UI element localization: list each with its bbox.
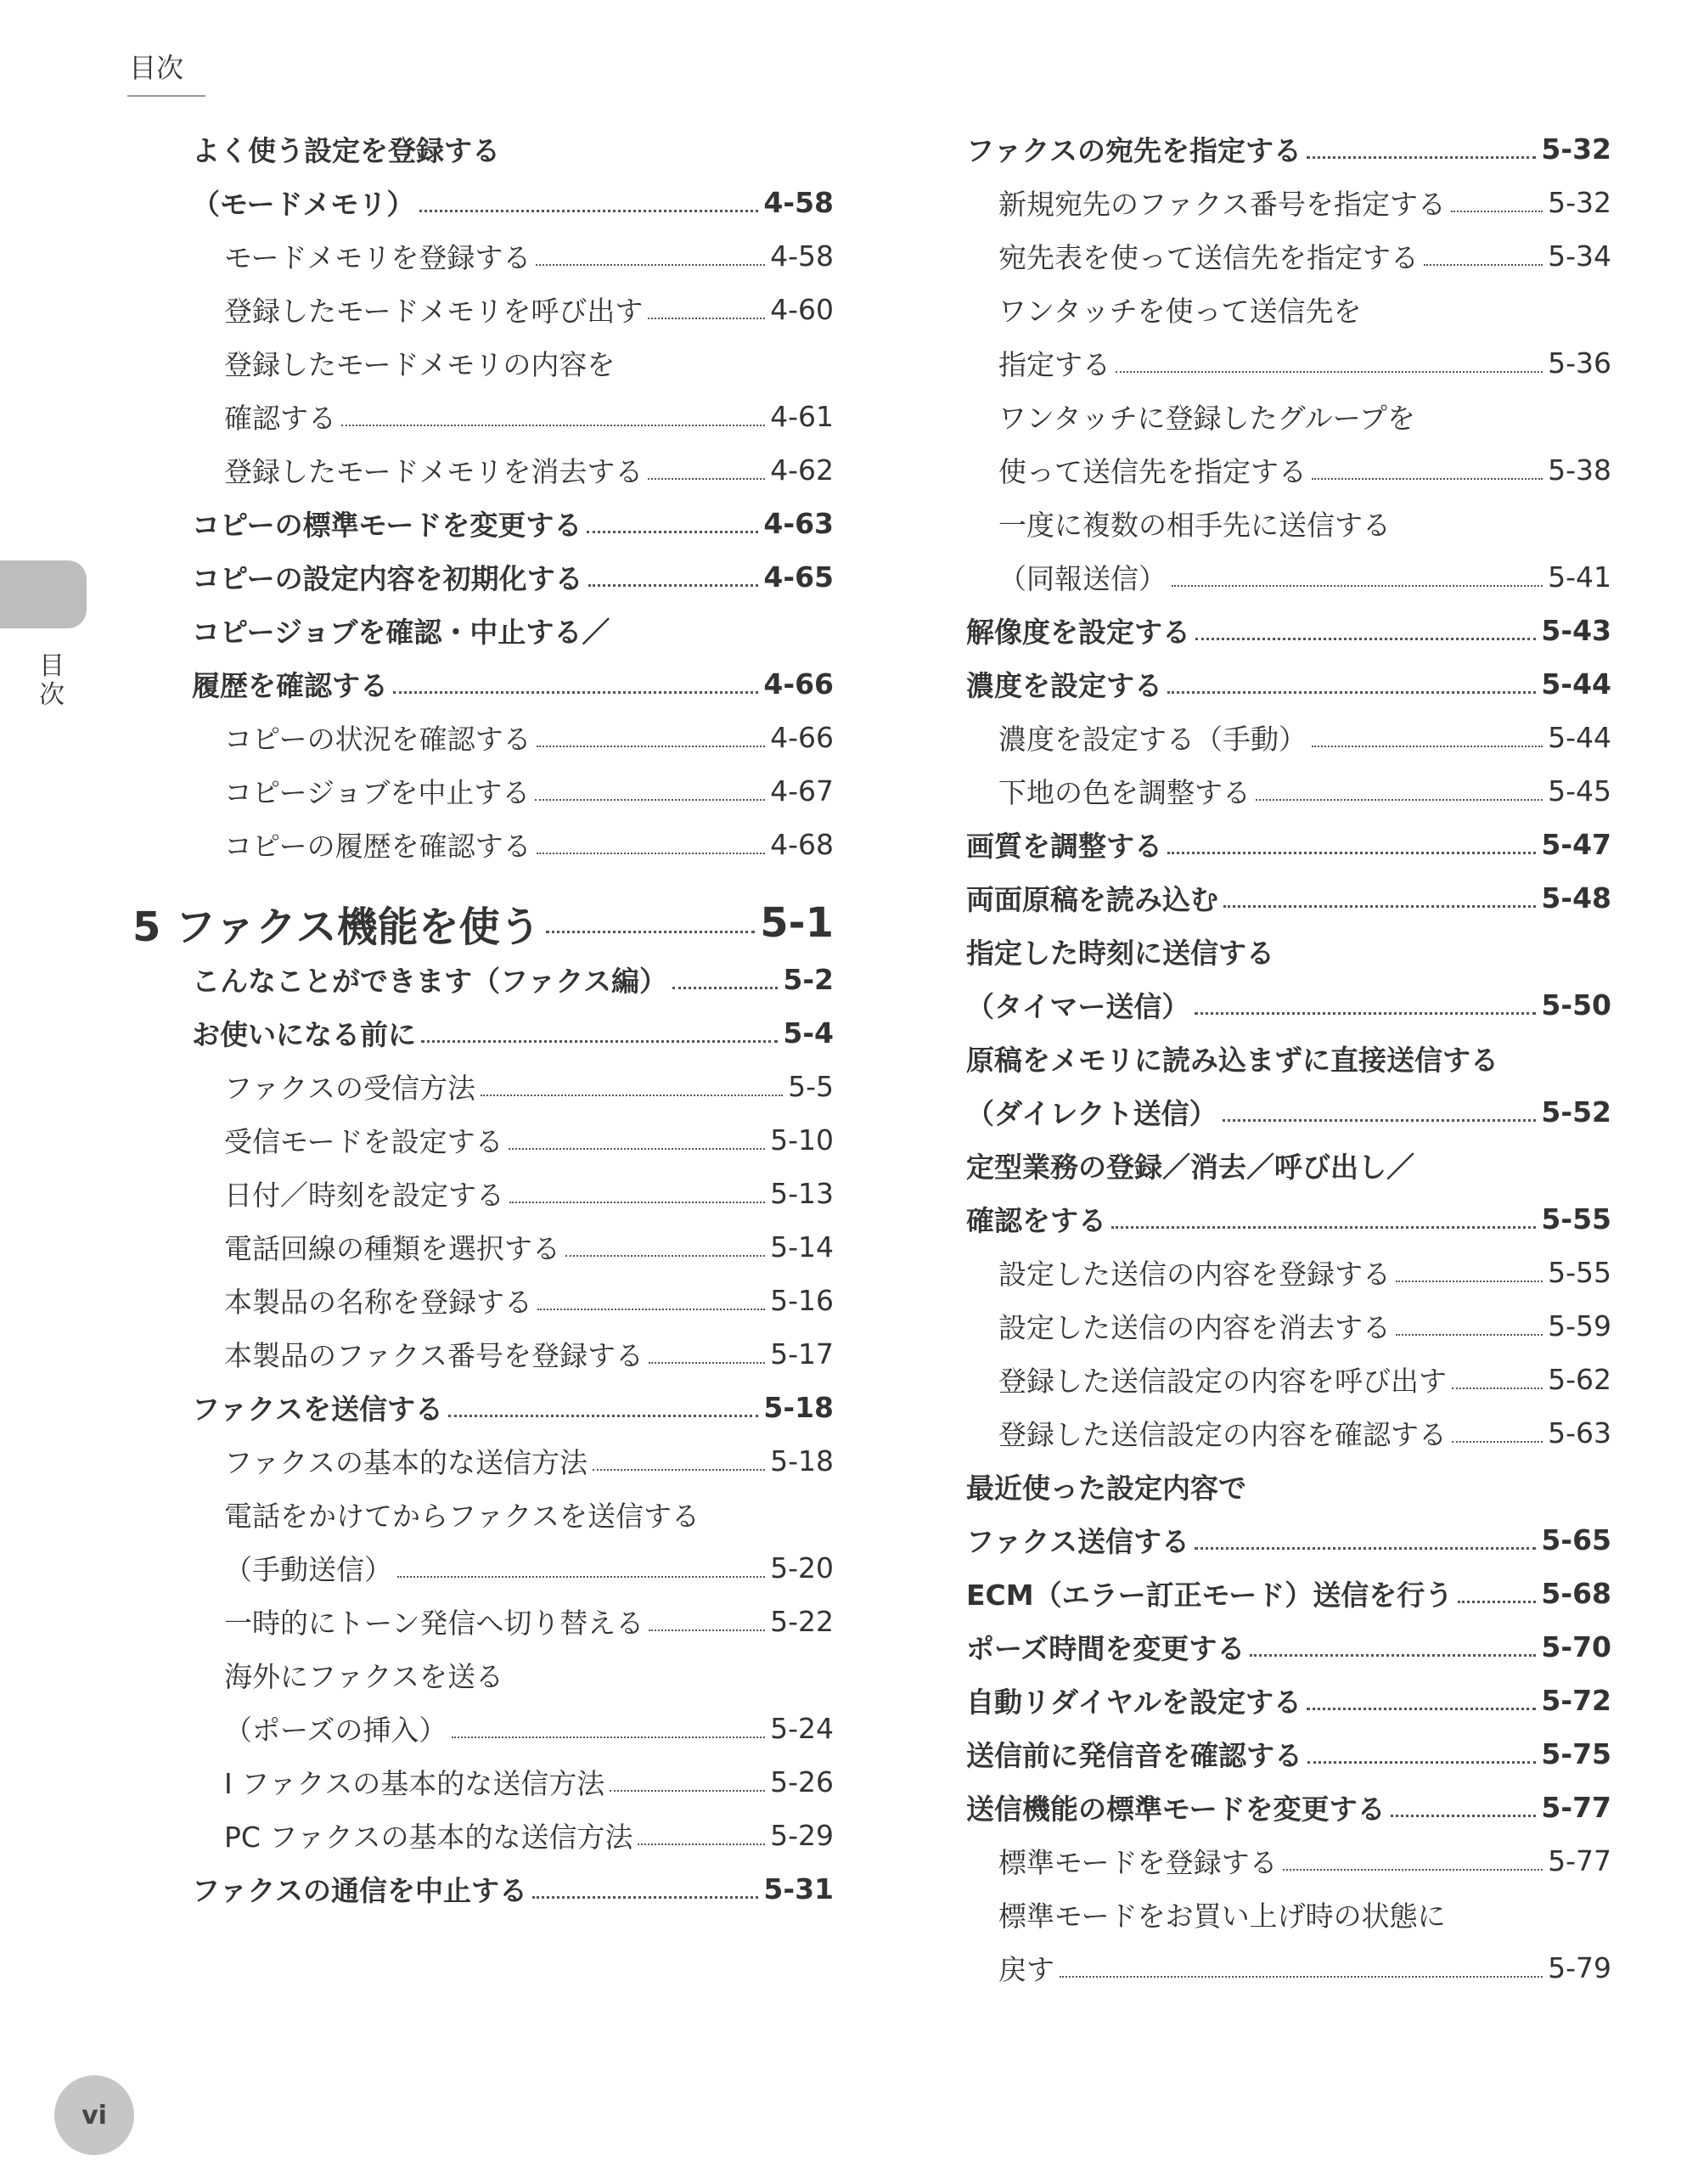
toc-entry-title: 新規宛先のファクス番号を指定する	[998, 188, 1447, 221]
toc-entry-page: 5-77	[1541, 1791, 1611, 1824]
toc-entry-page: 5-65	[1541, 1523, 1611, 1556]
dot-leader	[1391, 1815, 1537, 1817]
toc-entry	[966, 390, 1611, 443]
toc-entry-page: 5-34	[1548, 239, 1611, 273]
toc-entry[interactable]	[192, 390, 834, 443]
dot-leader	[535, 799, 765, 801]
dot-leader	[638, 1843, 765, 1845]
toc-entry-title: 戻す	[998, 1953, 1054, 1986]
toc-entry[interactable]	[966, 443, 1611, 497]
toc-entry-title: 最近使った設定内容で	[966, 1472, 1246, 1505]
header-title: 目次	[129, 52, 184, 84]
toc-entry-title: 海外にファクスを送る	[224, 1660, 504, 1693]
toc-entry-title: （モードメモリ）	[192, 188, 415, 221]
toc-entry-page: 5-44	[1548, 721, 1611, 754]
toc-entry-page: 5-47	[1541, 828, 1611, 861]
toc-entry-page: 5-48	[1541, 881, 1611, 915]
toc-entry-page: 5-13	[770, 1177, 834, 1210]
toc-entry-title: よく使う設定を登録する	[192, 134, 500, 167]
toc-entry-title: 原稿をメモリに読み込まずに直接送信する	[966, 1044, 1498, 1077]
dot-leader	[1452, 1441, 1543, 1443]
dot-leader	[1250, 1654, 1536, 1657]
toc-entry	[966, 1032, 1611, 1085]
toc-entry[interactable]	[192, 1274, 834, 1327]
toc-entry-title: 一度に複数の相手先に送信する	[998, 509, 1391, 542]
toc-entry	[966, 925, 1611, 978]
toc-chapter-entry[interactable]	[132, 871, 834, 953]
dot-leader	[610, 1790, 765, 1792]
toc-entry-title: 本製品のファクス番号を登録する	[224, 1339, 644, 1372]
toc-entry-page: 5-2	[783, 963, 834, 996]
toc-entry[interactable]	[966, 871, 1611, 925]
toc-entry[interactable]	[192, 1381, 834, 1434]
dot-leader	[1307, 1761, 1536, 1764]
toc-entry-title: 両面原稿を読み込む	[966, 883, 1218, 916]
dot-leader	[1283, 1869, 1543, 1871]
toc-entry-page: 5-68	[1541, 1577, 1611, 1610]
dot-leader	[649, 1630, 765, 1631]
toc-entry-title: 登録したモードメモリを呼び出す	[224, 295, 644, 328]
toc-entry[interactable]	[192, 764, 834, 818]
toc-entry-page: 5-43	[1541, 614, 1611, 647]
toc-entry-title: ファクスの受信方法	[224, 1072, 476, 1105]
toc-entry[interactable]	[192, 1809, 834, 1862]
toc-entry	[966, 1139, 1611, 1192]
toc-entry-title: 確認をする	[966, 1204, 1106, 1237]
dot-leader	[1312, 478, 1543, 480]
toc-entry[interactable]	[192, 1755, 834, 1809]
toc-entry-title: 5 ファクス機能を使う	[132, 903, 541, 951]
toc-entry-title: 登録した送信設定の内容を呼び出す	[998, 1365, 1447, 1398]
toc-entry-page: 5-18	[763, 1391, 834, 1424]
toc-entry-title: 画質を調整する	[966, 830, 1162, 863]
toc-entry-title: コピーの設定内容を初期化する	[192, 562, 583, 595]
toc-entry-title: 受信モードを設定する	[224, 1125, 503, 1158]
toc-entry-title: ワンタッチに登録したグループを	[998, 402, 1416, 435]
toc-entry[interactable]	[966, 336, 1611, 390]
toc-left-column	[132, 122, 834, 1916]
toc-entry-title: 登録した送信設定の内容を確認する	[998, 1418, 1447, 1451]
toc-entry[interactable]	[192, 497, 834, 550]
side-tab[interactable]	[0, 560, 87, 628]
toc-entry-page: 5-29	[770, 1819, 834, 1852]
dot-leader	[1452, 1388, 1543, 1389]
toc-entry-page: 4-61	[770, 400, 834, 433]
toc-entry[interactable]	[192, 657, 834, 711]
dot-leader	[537, 1309, 765, 1310]
toc-entry-page: 5-52	[1541, 1095, 1611, 1129]
toc-entry-page: 5-1	[760, 899, 834, 947]
toc-entry	[966, 1460, 1611, 1513]
toc-entry-title: コピージョブを確認・中止する／	[192, 616, 610, 649]
toc-entry-page: 5-26	[770, 1765, 834, 1798]
page-number: vi	[82, 2100, 107, 2131]
toc-right-column	[966, 122, 1611, 1995]
dot-leader	[1116, 371, 1543, 373]
toc-entry[interactable]	[966, 657, 1611, 711]
toc-entry[interactable]	[192, 283, 834, 336]
toc-entry-page: 5-20	[770, 1551, 834, 1585]
toc-entry[interactable]	[192, 1060, 834, 1113]
toc-entry[interactable]	[192, 1327, 834, 1381]
toc-entry-title: コピージョブを中止する	[224, 776, 531, 809]
toc-entry-title: （ポーズの挿入）	[224, 1714, 447, 1747]
toc-entry-title: （手動送信）	[224, 1553, 392, 1586]
toc-entry-title: 下地の色を調整する	[998, 776, 1251, 809]
dot-leader	[481, 1095, 783, 1096]
dot-leader	[1396, 1334, 1543, 1336]
toc-entry[interactable]	[192, 1113, 834, 1167]
dot-leader	[1195, 638, 1536, 640]
dot-leader	[588, 584, 759, 587]
toc-entry-page: 5-17	[770, 1337, 834, 1371]
toc-entry[interactable]	[966, 978, 1611, 1032]
toc-entry-page: 5-22	[770, 1605, 834, 1638]
toc-entry-page: 5-38	[1548, 453, 1611, 487]
toc-entry-page: 5-32	[1548, 186, 1611, 219]
toc-entry-title: 標準モードを登録する	[998, 1846, 1278, 1879]
side-tab-label: 目次	[39, 651, 65, 710]
toc-entry-title: 設定した送信の内容を消去する	[998, 1311, 1391, 1344]
toc-entry-title: 指定した時刻に送信する	[966, 937, 1274, 970]
toc-entry[interactable]	[966, 1727, 1611, 1781]
toc-entry-title: 定型業務の登録／消去／呼び出し／	[966, 1151, 1414, 1184]
toc-entry-title: 設定した送信の内容を登録する	[998, 1258, 1391, 1291]
toc-entry-page: 5-18	[770, 1444, 834, 1478]
toc-entry-page: 5-75	[1541, 1737, 1611, 1770]
toc-entry-title: 電話をかけてからファクスを送信する	[224, 1500, 700, 1533]
toc-entry-page: 5-44	[1541, 667, 1611, 701]
toc-entry-title: ファクス送信する	[966, 1525, 1190, 1558]
toc-entry[interactable]	[192, 443, 834, 497]
toc-entry	[192, 1648, 834, 1702]
dot-leader	[672, 987, 778, 989]
toc-entry[interactable]	[966, 1085, 1611, 1139]
toc-entry-page: 5-31	[763, 1872, 834, 1905]
toc-entry-title: 解像度を設定する	[966, 616, 1190, 649]
toc-entry	[966, 497, 1611, 550]
toc-entry-page: 5-32	[1541, 132, 1611, 166]
toc-entry	[192, 604, 834, 657]
dot-leader	[1458, 1601, 1536, 1603]
toc-entry[interactable]	[966, 1781, 1611, 1834]
toc-entry-title: ファクスを送信する	[192, 1393, 444, 1426]
page-number-badge	[54, 2075, 134, 2155]
toc-entry-page: 5-14	[770, 1230, 834, 1264]
toc-entry-page: 4-60	[770, 293, 834, 326]
dot-leader	[1396, 1281, 1543, 1282]
toc-entry-page: 5-79	[1548, 1951, 1611, 1984]
toc-entry[interactable]	[192, 550, 834, 604]
toc-entry	[966, 283, 1611, 336]
toc-entry[interactable]	[192, 229, 834, 283]
dot-leader	[421, 1040, 778, 1043]
toc-entry[interactable]	[966, 176, 1611, 229]
toc-entry-title: 自動リダイヤルを設定する	[966, 1686, 1302, 1719]
toc-entry-page: 4-66	[770, 721, 834, 754]
toc-entry[interactable]	[966, 1513, 1611, 1567]
dot-leader	[1307, 1708, 1536, 1710]
dot-leader	[532, 1896, 758, 1899]
toc-entry-page: 5-59	[1548, 1309, 1611, 1342]
dot-leader	[1424, 264, 1543, 266]
toc-entry[interactable]	[192, 953, 834, 1006]
toc-entry-page: 5-77	[1548, 1844, 1611, 1877]
toc-entry-page: 5-62	[1548, 1363, 1611, 1396]
dot-leader	[1312, 746, 1543, 747]
dot-leader	[648, 478, 765, 480]
toc-entry-title: 送信前に発信音を確認する	[966, 1739, 1302, 1772]
toc-entry-page: 5-5	[788, 1070, 834, 1103]
toc-entry-title: 指定する	[998, 348, 1110, 381]
toc-entry[interactable]	[966, 1192, 1611, 1246]
toc-entry[interactable]	[966, 1406, 1611, 1460]
dot-leader	[587, 531, 758, 533]
toc-entry-page: 5-10	[770, 1123, 834, 1157]
toc-entry-title: モードメモリを登録する	[224, 241, 531, 274]
dot-leader	[648, 318, 765, 319]
dot-leader	[1451, 211, 1543, 212]
toc-entry-title: 送信機能の標準モードを変更する	[966, 1793, 1386, 1826]
toc-entry[interactable]	[966, 1834, 1611, 1888]
dot-leader	[593, 1469, 765, 1471]
toc-entry-title: 使って送信先を指定する	[998, 455, 1307, 488]
dot-leader	[1223, 1119, 1537, 1122]
toc-entry[interactable]	[192, 176, 834, 229]
toc-entry-title: ファクスの宛先を指定する	[966, 134, 1302, 167]
toc-entry-title: ファクスの基本的な送信方法	[224, 1446, 588, 1479]
dot-leader	[1195, 1012, 1536, 1015]
toc-entry[interactable]	[192, 1862, 834, 1916]
toc-entry-page: 4-68	[770, 828, 834, 861]
toc-entry[interactable]	[192, 711, 834, 764]
toc-entry-page: 5-50	[1541, 988, 1611, 1022]
dot-leader	[1195, 1547, 1536, 1550]
toc-entry[interactable]	[966, 1353, 1611, 1406]
toc-entry-title: （ダイレクト送信）	[966, 1097, 1217, 1130]
toc-entry-title: コピーの履歴を確認する	[224, 830, 531, 863]
toc-entry-page: 4-65	[763, 560, 834, 594]
dot-leader	[537, 746, 765, 747]
toc-entry-page: 5-16	[770, 1284, 834, 1317]
toc-entry-page: 4-58	[770, 239, 834, 273]
toc-entry-page: 5-55	[1541, 1202, 1611, 1236]
toc-entry-page: 5-24	[770, 1712, 834, 1745]
toc-entry[interactable]	[966, 1567, 1611, 1620]
toc-entry-page: 4-66	[763, 667, 834, 701]
dot-leader	[1223, 905, 1536, 908]
toc-entry-title: 宛先表を使って送信先を指定する	[998, 241, 1419, 274]
toc-entry-page: 5-70	[1541, 1630, 1611, 1663]
page-header	[129, 51, 183, 85]
toc-entry-page: 4-62	[770, 453, 834, 487]
toc-entry-title: ECM（エラー訂正モード）送信を行う	[966, 1579, 1453, 1612]
header-rule	[127, 95, 205, 97]
toc-entry[interactable]	[966, 818, 1611, 871]
toc-entry-title: （同報送信）	[998, 562, 1167, 595]
toc-entry-page: 5-55	[1548, 1256, 1611, 1289]
toc-entry-title: コピーの状況を確認する	[224, 723, 531, 756]
toc-entry-page: 5-4	[783, 1016, 834, 1050]
dot-leader	[1060, 1976, 1543, 1978]
toc-entry[interactable]	[192, 1595, 834, 1648]
toc-entry[interactable]	[966, 550, 1611, 604]
dot-leader	[565, 1255, 765, 1257]
toc-entry-title: （タイマー送信）	[966, 990, 1190, 1023]
toc-entry[interactable]	[966, 122, 1611, 176]
toc-entry[interactable]	[192, 818, 834, 871]
dot-leader	[649, 1362, 765, 1364]
dot-leader	[1111, 1226, 1536, 1229]
toc-entry[interactable]	[192, 1167, 834, 1220]
toc-entry-title: 一時的にトーン発信へ切り替える	[224, 1607, 644, 1640]
toc-entry-title: 履歴を確認する	[192, 669, 388, 702]
toc-entry[interactable]	[966, 764, 1611, 818]
toc-entry[interactable]	[966, 229, 1611, 283]
toc-entry[interactable]	[192, 1541, 834, 1595]
dot-leader	[509, 1148, 765, 1150]
toc-entry[interactable]	[192, 1702, 834, 1755]
toc-entry[interactable]	[192, 1220, 834, 1274]
toc-entry[interactable]	[192, 1434, 834, 1488]
dot-leader	[1172, 585, 1543, 587]
toc-entry-title: PC ファクスの基本的な送信方法	[224, 1821, 633, 1854]
toc-entry[interactable]	[192, 1006, 834, 1060]
toc-entry-title: 標準モードをお買い上げ時の状態に	[998, 1900, 1446, 1933]
toc-entry-title: ポーズ時間を変更する	[966, 1632, 1245, 1665]
dot-leader	[448, 1415, 758, 1417]
toc-entry-page: 5-36	[1548, 346, 1611, 380]
toc-entry-title: こんなことができます（ファクス編）	[192, 965, 668, 998]
toc-entry	[192, 122, 834, 176]
toc-entry-page: 5-72	[1541, 1684, 1611, 1717]
toc-entry-title: お使いになる前に	[192, 1018, 416, 1051]
toc-entry	[192, 1488, 834, 1541]
dot-leader	[536, 264, 765, 266]
toc-entry	[192, 336, 834, 390]
toc-entry[interactable]	[966, 1941, 1611, 1995]
toc-entry[interactable]	[966, 1299, 1611, 1353]
dot-leader	[393, 691, 758, 694]
toc-entry-page: 4-63	[763, 507, 834, 540]
dot-leader	[1307, 156, 1536, 159]
toc-entry-page: 4-67	[770, 774, 834, 808]
toc-entry-title: 電話回線の種類を選択する	[224, 1232, 560, 1265]
dot-leader	[1256, 799, 1543, 801]
dot-leader	[1167, 852, 1536, 854]
dot-leader	[509, 1202, 765, 1203]
toc-entry[interactable]	[966, 1246, 1611, 1299]
toc-entry-title: 濃度を設定する	[966, 669, 1162, 702]
toc-entry[interactable]	[966, 604, 1611, 657]
dot-leader	[537, 853, 765, 854]
dot-leader	[397, 1576, 765, 1578]
dot-leader	[546, 931, 756, 933]
toc-entry[interactable]	[966, 1674, 1611, 1727]
toc-entry-title: ワンタッチを使って送信先を	[998, 295, 1362, 328]
toc-entry-title: 登録したモードメモリを消去する	[224, 455, 644, 488]
toc-entry[interactable]	[966, 711, 1611, 764]
dot-leader	[1167, 691, 1536, 694]
toc-entry-title: I ファクスの基本的な送信方法	[224, 1767, 605, 1800]
toc-entry-title: 登録したモードメモリの内容を	[224, 348, 616, 381]
toc-entry[interactable]	[966, 1620, 1611, 1674]
toc-entry-page: 4-58	[763, 186, 834, 219]
toc-entry-page: 5-63	[1548, 1416, 1611, 1449]
dot-leader	[452, 1737, 765, 1738]
toc-entry-page: 5-45	[1548, 774, 1611, 808]
toc-entry-title: 本製品の名称を登録する	[224, 1286, 532, 1319]
dot-leader	[419, 210, 758, 212]
toc-entry-page: 5-41	[1548, 560, 1611, 594]
toc-entry-title: 日付／時刻を設定する	[224, 1179, 504, 1212]
toc-entry-title: 濃度を設定する（手動）	[998, 723, 1307, 756]
toc-entry	[966, 1888, 1611, 1941]
toc-entry-title: ファクスの通信を中止する	[192, 1874, 528, 1907]
toc-entry-title: 確認する	[224, 402, 336, 435]
dot-leader	[341, 425, 765, 426]
toc-entry-title: コピーの標準モードを変更する	[192, 509, 582, 542]
